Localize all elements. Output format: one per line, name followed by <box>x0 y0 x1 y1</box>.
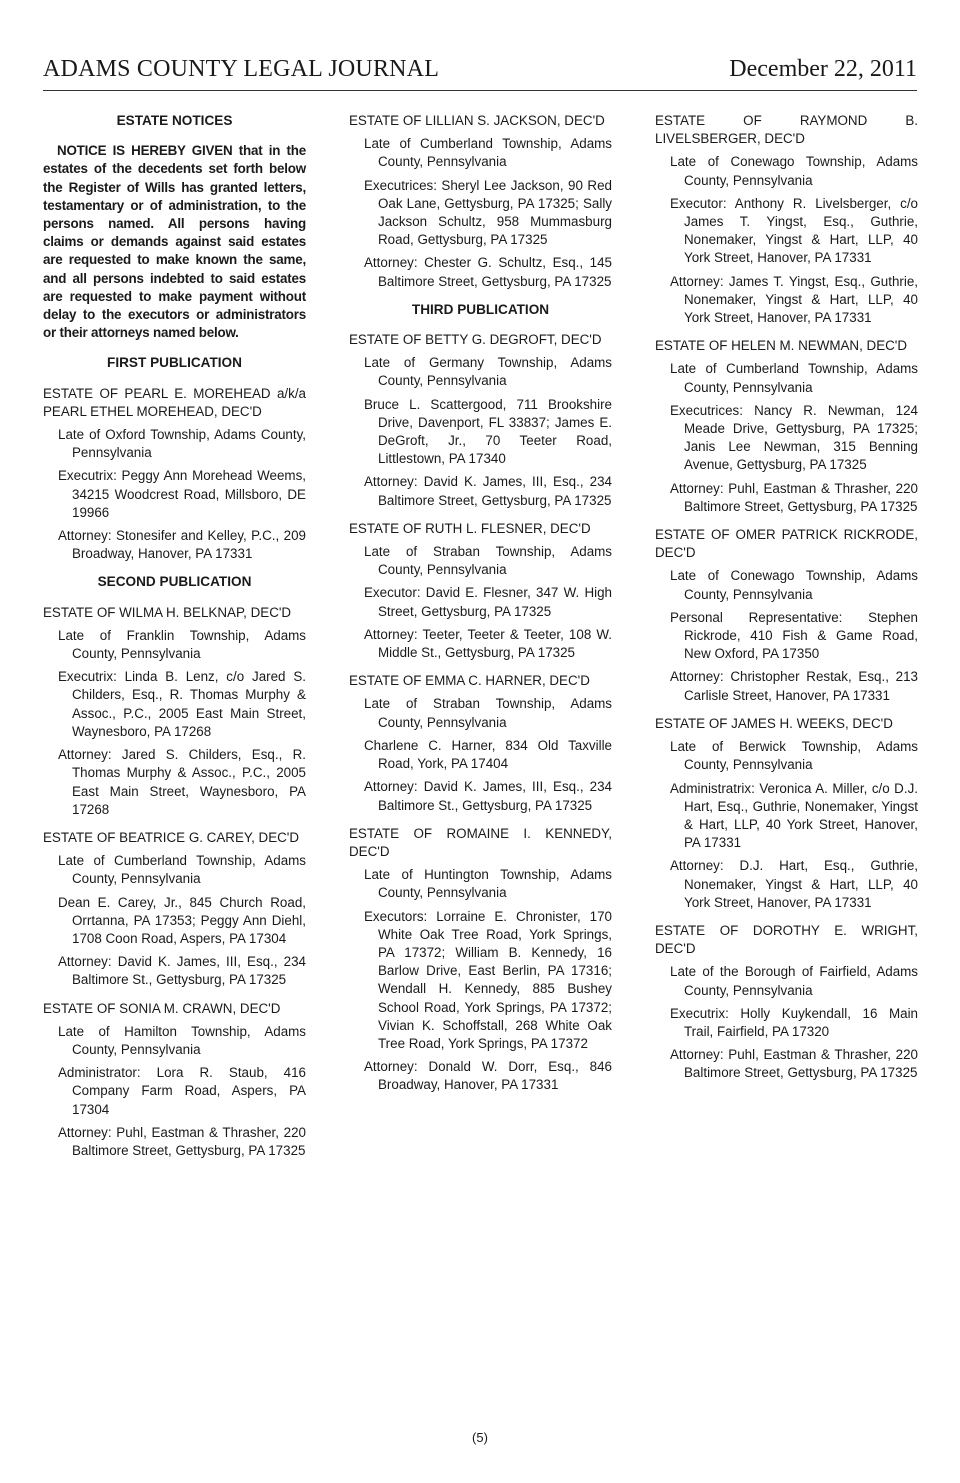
estate-detail: Attorney: David K. James, III, Esq., 234 Baltimore Street, Gettysburg, PA 17325 <box>364 474 612 508</box>
section-heading: THIRD PUBLICATION <box>411 301 550 317</box>
estate-detail: Attorney: David K. James, III, Esq., 234 Baltimore St., Gettysburg, PA 17325 <box>364 779 612 813</box>
estate-detail: Charlene C. Harner, 834 Old Taxville Road, York, PA 17404 <box>364 737 612 772</box>
estate-detail: Attorney: Jared S. Childers, Esq., R. Thomas Murphy & Assoc., P.C., 2005 East Main Street, Waynesboro, PA 17268 <box>58 747 306 817</box>
estate-detail: Personal Representative: Stephen Rickrode, 410 Fish & Game Road, New Oxford, PA 17350 <box>670 609 918 662</box>
estate-detail: Executor: David E. Flesner, 347 W. High Street, Gettysburg, PA 17325 <box>364 585 612 619</box>
estate-name: ESTATE OF SONIA M. CRAWN, DEC'D <box>43 1000 281 1016</box>
section-heading: FIRST PUBLICATION <box>107 355 242 371</box>
estate-notice <box>43 829 306 990</box>
estate-detail: Executrices: Sheryl Lee Jackson, 90 Red Oak Lane, Gettysburg, PA 17325; Sally Jackson Schultz, 958 Mummasburg Road, Gettysburg, PA 17325 <box>364 177 612 248</box>
estate-notice <box>655 715 918 912</box>
estate-notice <box>349 672 612 814</box>
estate-notice <box>349 331 612 510</box>
estate-detail: Late of Franklin Township, Adams County, Pennsylvania <box>58 627 306 662</box>
estate-name: ESTATE OF JAMES H. WEEKS, DEC'D <box>655 715 893 731</box>
estate-detail: Late of Cumberland Township, Adams County, Pennsylvania <box>364 136 612 170</box>
estate-detail: Attorney: Christopher Restak, Esq., 213 Carlisle Street, Hanover, PA 17331 <box>670 669 918 703</box>
estate-detail: Dean E. Carey, Jr., 845 Church Road, Orrtanna, PA 17353; Peggy Ann Diehl, 1708 Coon Road, Aspers, PA 17304 <box>58 894 306 946</box>
estate-detail: Attorney: Stonesifer and Kelley, P.C., 209 Broadway, Hanover, PA 17331 <box>58 528 306 562</box>
estate-notice <box>655 112 918 327</box>
estate-detail: Late of Berwick Township, Adams County, Pennsylvania <box>670 739 918 773</box>
estate-detail: Administrator: Lora R. Staub, 416 Company Farm Road, Aspers, PA 17304 <box>58 1065 306 1117</box>
estate-notice <box>655 526 918 705</box>
estate-notice <box>655 337 918 516</box>
estate-detail: Executors: Lorraine E. Chronister, 170 White Oak Tree Road, York Springs, PA 17372; William B. Kennedy, 16 Barlow Drive, East Berlin, PA 17316; Wendall H. Kennedy, 885 Bushey School Road, York Springs, PA 17372; Vivian K. Schoffstall, 268 White Oak Tree Road, York Springs, PA 17372 <box>364 908 612 1051</box>
estate-detail: Bruce L. Scattergood, 711 Brookshire Drive, Davenport, FL 33837; James E. DeGroft, Jr., 70 Teeter Road, Littlestown, PA 17340 <box>364 396 612 467</box>
journal-title: ADAMS COUNTY LEGAL JOURNAL <box>43 56 440 82</box>
estate-name: ESTATE OF RUTH L. FLESNER, DEC'D <box>349 520 591 536</box>
estate-detail: Late of Germany Township, Adams County, Pennsylvania <box>364 355 612 389</box>
column-3 <box>655 112 918 1093</box>
estate-name: ESTATE OF RAYMOND B. LIVELSBERGER, DEC'D <box>655 113 918 147</box>
estate-detail: Attorney: Chester G. Schultz, Esq., 145 Baltimore Street, Gettysburg, PA 17325 <box>364 255 612 289</box>
estate-detail: Attorney: D.J. Hart, Esq., Guthrie, Nonemaker, Yingst & Hart, LLP, 40 York Street, Hanover, PA 17331 <box>670 858 918 910</box>
section-heading: ESTATE NOTICES <box>116 113 233 128</box>
estate-name: ESTATE OF PEARL E. MOREHEAD a/k/a PEARL ETHEL MOREHEAD, DEC'D <box>43 385 306 419</box>
estate-detail: Late of Huntington Township, Adams County, Pennsylvania <box>364 867 612 901</box>
estate-name: ESTATE OF WILMA H. BELKNAP, DEC'D <box>43 604 292 620</box>
estate-detail: Attorney: Puhl, Eastman & Thrasher, 220 Baltimore Street, Gettysburg, PA 17325 <box>58 1124 306 1158</box>
section-heading: SECOND PUBLICATION <box>97 574 252 590</box>
estate-detail: Executrices: Nancy R. Newman, 124 Meade Drive, Gettysburg, PA 17325; Janis Lee Newman, 315 Benning Avenue, Gettysburg, PA 17325 <box>670 402 918 473</box>
estate-detail: Executrix: Holly Kuykendall, 16 Main Trail, Fairfield, PA 17320 <box>670 1005 918 1039</box>
estate-detail: Late of Cumberland Township, Adams County, Pennsylvania <box>58 853 306 887</box>
estate-detail: Late of the Borough of Fairfield, Adams County, Pennsylvania <box>670 964 918 998</box>
estate-detail: Late of Conewago Township, Adams County, Pennsylvania <box>670 568 918 602</box>
estate-name: ESTATE OF BETTY G. DEGROFT, DEC'D <box>349 332 602 348</box>
estate-notice <box>655 922 918 1083</box>
estate-notice <box>349 112 612 291</box>
estate-detail: Attorney: Puhl, Eastman & Thrasher, 220 Baltimore Street, Gettysburg, PA 17325 <box>670 480 918 514</box>
page-number: (5) <box>472 1430 488 1445</box>
estate-detail: Late of Oxford Township, Adams County, Pennsylvania <box>58 427 306 461</box>
estate-notice <box>43 1000 306 1161</box>
estate-detail: Late of Hamilton Township, Adams County, Pennsylvania <box>58 1023 306 1057</box>
estate-detail: Late of Conewago Township, Adams County, Pennsylvania <box>670 154 918 188</box>
estate-detail: Executrix: Peggy Ann Morehead Weems, 34215 Woodcrest Road, Millsboro, DE 19966 <box>58 468 306 520</box>
estate-notice <box>43 385 306 564</box>
estate-detail: Attorney: James T. Yingst, Esq., Guthrie, Nonemaker, Yingst & Hart, LLP, 40 York Street, Hanover, PA 17331 <box>670 273 918 326</box>
column-2 <box>349 112 612 1105</box>
estate-name: ESTATE OF ROMAINE I. KENNEDY, DEC'D <box>349 825 612 859</box>
estate-detail: Executor: Anthony R. Livelsberger, c/o James T. Yingst, Esq., Guthrie, Nonemaker, Yingst & Hart, LLP, 40 York Street, Hanover, PA 17331 <box>670 195 918 266</box>
estate-detail: Executrix: Linda B. Lenz, c/o Jared S. Childers, Esq., R. Thomas Murphy & Assoc., P.C., 2005 East Main Street, Waynesboro, PA 17268 <box>58 669 306 739</box>
issue-date: December 22, 2011 <box>729 56 917 82</box>
estate-detail: Attorney: David K. James, III, Esq., 234 Baltimore St., Gettysburg, PA 17325 <box>58 954 306 988</box>
estate-name: ESTATE OF OMER PATRICK RICKRODE, DEC'D <box>655 527 918 561</box>
estate-notice <box>43 604 306 819</box>
estate-detail: Attorney: Puhl, Eastman & Thrasher, 220 Baltimore Street, Gettysburg, PA 17325 <box>670 1047 918 1081</box>
estate-name: ESTATE OF EMMA C. HARNER, DEC'D <box>349 673 590 689</box>
journal-header <box>43 54 917 91</box>
estate-detail: Administratrix: Veronica A. Miller, c/o D.J. Hart, Esq., Guthrie, Nonemaker, Yingst & Hart, LLP, 40 York Street, Hanover, PA 17331 <box>670 780 918 851</box>
estate-name: ESTATE OF BEATRICE G. CAREY, DEC'D <box>43 829 300 845</box>
estate-notice <box>349 520 612 662</box>
estate-detail: Attorney: Teeter, Teeter & Teeter, 108 W. Middle St., Gettysburg, PA 17325 <box>364 626 612 661</box>
notice-paragraph: NOTICE IS HEREBY GIVEN that in the estates of the decedents set forth below the Register of Wills has granted letters, testamentary or of administration, to the persons named. All persons having claims or demands against said estates are requested to make known the same, and all persons indebted to said estates are requested to make payment without delay to the executors or administrators or their attorneys named below. <box>43 143 306 341</box>
estate-name: ESTATE OF LILLIAN S. JACKSON, DEC'D <box>349 113 605 128</box>
estate-name: ESTATE OF HELEN M. NEWMAN, DEC'D <box>655 338 908 354</box>
column-1 <box>43 112 306 1170</box>
estate-detail: Late of Straban Township, Adams County, Pennsylvania <box>364 544 612 578</box>
estate-name: ESTATE OF DOROTHY E. WRIGHT, DEC'D <box>655 922 918 957</box>
estate-detail: Attorney: Donald W. Dorr, Esq., 846 Broadway, Hanover, PA 17331 <box>364 1059 612 1093</box>
estate-detail: Late of Cumberland Township, Adams County, Pennsylvania <box>670 361 918 395</box>
estate-detail: Late of Straban Township, Adams County, Pennsylvania <box>364 696 612 730</box>
estate-notice <box>349 825 612 1095</box>
